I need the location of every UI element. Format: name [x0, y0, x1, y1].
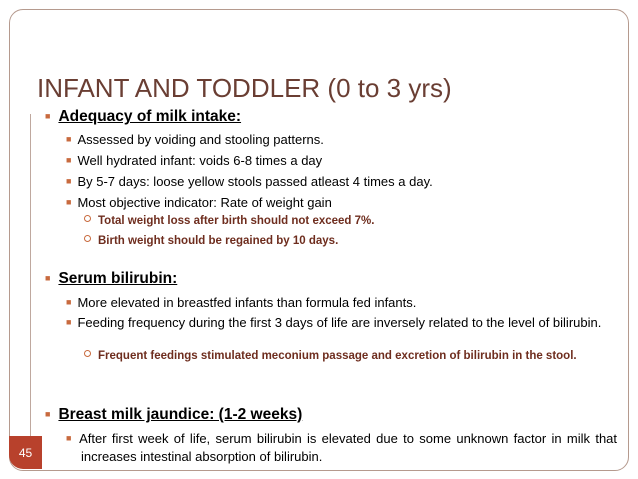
bullet-square-icon: ■	[66, 433, 74, 443]
bullet-square-icon: ■	[45, 111, 51, 121]
note-item: Birth weight should be regained by 10 days.	[84, 233, 602, 250]
list-item: ■ Assessed by voiding and stooling patterns.	[66, 132, 324, 147]
note-item: Total weight loss after birth should not exceed 7%.	[84, 213, 602, 230]
list-item: ■ Well hydrated infant: voids 6-8 times a day	[66, 153, 323, 168]
bullet-ring-icon	[84, 215, 91, 222]
list-item: ■ By 5-7 days: loose yellow stools passed atleast 4 times a day.	[66, 174, 433, 189]
bullet-square-icon: ■	[66, 317, 72, 327]
bullet-square-icon: ■	[45, 409, 51, 419]
list-item: ■ Feeding frequency during the first 3 days of life are inversely related to the level of bilirubin.	[66, 315, 602, 330]
page-number: 45	[9, 436, 42, 469]
section-heading-breast-milk-jaundice: ■ Breast milk jaundice: (1-2 weeks)	[45, 406, 303, 423]
slide-title: INFANT AND TODDLER (0 to 3 yrs)	[37, 73, 452, 103]
bullet-square-icon: ■	[66, 197, 72, 207]
section-heading-milk-intake: ■ Adequacy of milk intake:	[45, 108, 242, 125]
left-rule	[30, 114, 31, 459]
list-item: ■ Most objective indicator: Rate of weight gain	[66, 195, 332, 210]
bullet-square-icon: ■	[45, 273, 51, 283]
bullet-ring-icon	[84, 235, 91, 242]
section-heading-serum-bilirubin: ■ Serum bilirubin:	[45, 270, 178, 287]
bullet-square-icon: ■	[66, 155, 72, 165]
bullet-square-icon: ■	[66, 297, 72, 307]
bullet-ring-icon	[84, 350, 91, 357]
note-item: Frequent feedings stimulated meconium passage and excretion of bilirubin in the stool.	[84, 348, 602, 365]
bullet-square-icon: ■	[66, 134, 72, 144]
list-item: ■ More elevated in breastfed infants than formula fed infants.	[66, 295, 417, 310]
list-item: ■ After first week of life, serum bilirubin is elevated due to some unknown factor in milk that increases intestinal absorption of bilirubin.	[66, 431, 618, 464]
bullet-square-icon: ■	[66, 176, 72, 186]
